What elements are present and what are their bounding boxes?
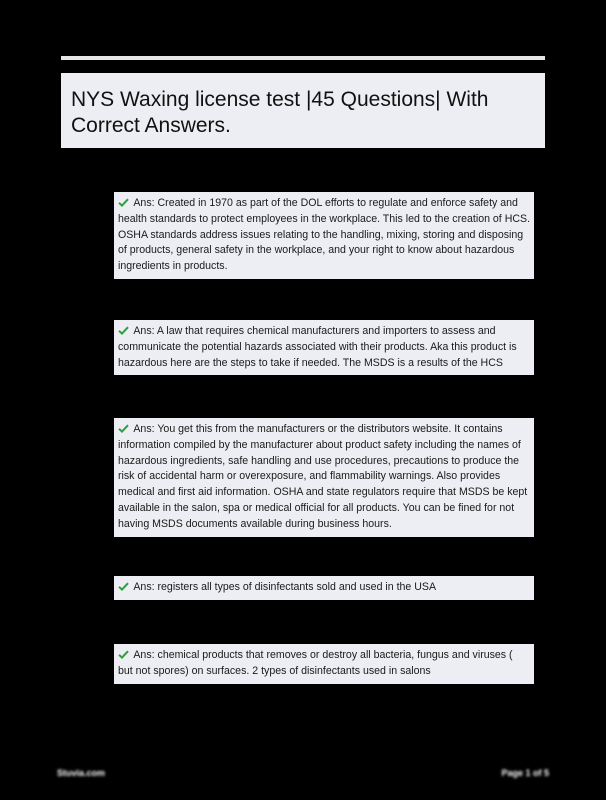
answer-block-1	[114, 192, 534, 279]
answer-prefix: Ans:	[133, 581, 155, 593]
check-icon	[118, 326, 129, 335]
answer-text: registers all types of disinfectants sold and used in the USA	[157, 581, 437, 593]
check-icon	[118, 650, 129, 659]
answer-text: Created in 1970 as part of the DOL efforts to regulate and enforce safety and health standards to protect employees in the workplace. This led to the creation of HCS. OSHA standards address issues relating to the handling, mixing, storing and disposing of products, general safety in the workplace, and your right to know about hazardous ingredients in products.	[118, 197, 531, 273]
footer-page-number: Page 1 of 5	[501, 768, 549, 778]
answer-block-2	[114, 320, 534, 375]
title-box	[61, 73, 545, 148]
answer-prefix: Ans:	[133, 197, 155, 209]
answer-prefix: Ans:	[133, 325, 155, 337]
answer-text: chemical products that removes or destroy all bacteria, fungus and viruses ( but not spores) on surfaces. 2 types of disinfectants used in salons	[118, 649, 513, 677]
check-icon	[118, 198, 129, 207]
answer-text: You get this from the manufacturers or the distributors website. It contains information compiled by the manufacturer about product safety including the names of hazardous ingredients, safe handling and use procedures, precautions to produce the risk of accidental harm or overexposure, and flammability warnings. Also provides medical and first aid information. OSHA and state regulators require that MSDS be kept available in the salon, spa or medical official for all products. You can be fined for not having MSDS documents available during business hours.	[118, 423, 528, 530]
top-divider	[61, 56, 545, 60]
check-icon	[118, 582, 129, 591]
answer-prefix: Ans:	[133, 423, 155, 435]
document-title: NYS Waxing license test |45 Questions| With Correct Answers.	[71, 88, 489, 137]
footer-source: Stuvia.com	[57, 768, 106, 778]
answer-block-5	[114, 644, 534, 684]
answer-block-4	[114, 576, 534, 600]
answer-prefix: Ans:	[133, 649, 155, 661]
check-icon	[118, 424, 129, 433]
answer-block-3	[114, 418, 534, 537]
answer-text: A law that requires chemical manufacturers and importers to assess and communicate the potential hazards associated with their products. Aka this product is hazardous here are the steps to take if needed. The MSDS is a results of the HCS	[118, 325, 517, 369]
